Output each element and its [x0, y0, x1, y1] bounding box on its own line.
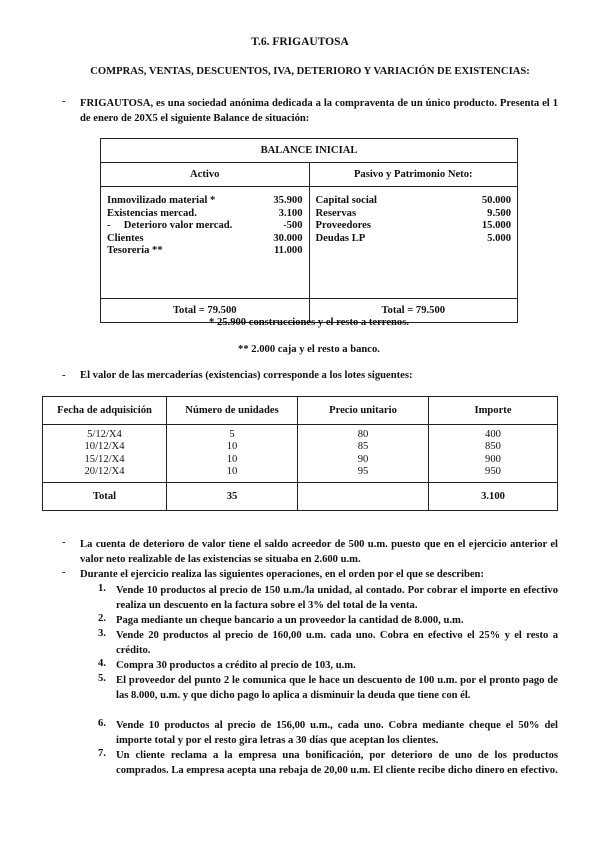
- operation-number: 6.: [98, 718, 106, 729]
- lot-cell: 5/12/X4: [87, 428, 122, 440]
- document-title: T.6. FRIGAUTOSA: [251, 36, 349, 48]
- lot-cell: 10: [226, 453, 238, 465]
- balance-line: [107, 220, 303, 233]
- col-header: Número de unidades: [167, 397, 298, 425]
- operation-text: El proveedor del punto 2 le comunica que le hace un descuento de 100 u.m. por el pronto pago de las 8.000, u.m. y que dicho pago lo aplica a disminuir la deuda que tiene con él.: [116, 675, 558, 701]
- lot-cell: 400: [485, 428, 501, 440]
- lot-cell: 10: [226, 466, 238, 477]
- operaciones-intro: Durante el ejercicio realiza las siguientes operaciones, en el orden por el que se describen:: [80, 569, 484, 580]
- operation-text: Vende 20 productos al precio de 160,00 u.m. cada uno. Cobra en efectivo el 25% y el resto a crédito.: [116, 630, 558, 656]
- balance-line: [107, 245, 303, 258]
- operation-number: 1.: [98, 583, 106, 594]
- line-value: 5.000: [487, 232, 511, 244]
- operation-item: [98, 673, 558, 703]
- bullet: -: [62, 96, 66, 107]
- operation-number: 2.: [98, 613, 106, 624]
- balance-line: [316, 208, 512, 221]
- operation-text: Compra 30 productos a crédito al precio de 103, u.m.: [116, 660, 356, 671]
- line-label: Clientes: [107, 232, 144, 244]
- balance-line: [107, 208, 303, 221]
- operation-number: 7.: [98, 748, 106, 759]
- total-activo: Total = 79.500: [101, 299, 310, 323]
- activo-list: [101, 187, 310, 299]
- operation-text: Un cliente reclama a la empresa una bonificación, por deterioro de uno de los productos comprados. La empresa acepta una rebaja de 20,00 u.m. El cliente recibe dicho dinero en efectivo.: [116, 750, 558, 776]
- footnote-2: ** 2.000 caja y el resto a banco.: [238, 344, 380, 355]
- line-label: Inmovilizado material *: [107, 195, 216, 206]
- balance-line: [316, 233, 512, 246]
- balance-title: BALANCE INICIAL: [101, 139, 518, 163]
- balance-line: [107, 195, 303, 208]
- col-header: Fecha de adquisición: [43, 397, 167, 425]
- lot-cell: 85: [357, 441, 369, 452]
- lot-cell: 950: [485, 466, 501, 477]
- lots-column: [167, 425, 298, 483]
- lots-intro: El valor de las mercaderías (existencias) corresponde a los lotes siguentes:: [80, 370, 413, 381]
- lot-cell: 10/12/X4: [84, 441, 125, 452]
- line-label: Deudas LP: [315, 232, 366, 244]
- total-cell: 35: [167, 483, 298, 511]
- operation-number: 3.: [98, 628, 106, 639]
- lots-column: [429, 425, 558, 483]
- operation-number: 5.: [98, 673, 106, 684]
- balance-line: [316, 220, 512, 233]
- line-label: Tesorería **: [107, 245, 163, 256]
- lot-cell: 20/12/X4: [84, 466, 125, 477]
- line-value: 3.100: [278, 207, 303, 219]
- line-value: 35.900: [273, 195, 303, 206]
- lot-cell: 80: [357, 428, 369, 440]
- activo-header: Activo: [101, 163, 310, 187]
- operation-item: [98, 658, 558, 673]
- footnote-1: * 25.900 construcciones y el resto a terrenos.: [209, 317, 409, 328]
- line-value: 11.000: [273, 245, 303, 256]
- line-value: 50.000: [481, 195, 511, 206]
- line-label: - Deterioro valor mercad.: [107, 220, 233, 231]
- balance-line: [316, 195, 512, 208]
- bullet: -: [62, 567, 66, 578]
- line-value: -500: [283, 220, 303, 231]
- intro-paragraph: FRIGAUTOSA, es una sociedad anónima dedicada a la compraventa de un único producto. Presenta el 1 de enero de 20X5 el siguiente Balance de situación:: [80, 98, 558, 124]
- section-subtitle: COMPRAS, VENTAS, DESCUENTOS, IVA, DETERIORO Y VARIACIÓN DE EXISTENCIAS:: [90, 66, 530, 77]
- deterioro-paragraph: La cuenta de deterioro de valor tiene el saldo acreedor de 500 u.m. puesto que en el ejercicio anterior el valor neto realizable de las existencias se situaba en 2.600 u.m.: [80, 539, 558, 565]
- line-value: 30.000: [273, 232, 303, 244]
- line-label: Capital social: [315, 195, 378, 206]
- lot-cell: 15/12/X4: [84, 453, 125, 465]
- operation-number: 4.: [98, 658, 106, 669]
- operation-text: Vende 10 productos al precio de 150 u.m./la unidad, al contado. Por cobrar el importe en efectivo realiza un descuento en la factura sobre el 3% del total de la venta.: [116, 585, 558, 611]
- lots-table: [42, 396, 558, 511]
- total-pasivo: Total = 79.500: [309, 299, 518, 323]
- line-label: Reservas: [315, 207, 357, 219]
- total-cell: Total: [43, 483, 167, 511]
- balance-table: [100, 138, 518, 323]
- operation-item: [98, 583, 558, 613]
- balance-line: [107, 233, 303, 246]
- pasivo-header: Pasivo y Patrimonio Neto:: [309, 163, 518, 187]
- line-value: 9.500: [487, 207, 511, 219]
- col-header: Precio unitario: [298, 397, 429, 425]
- total-cell: 3.100: [429, 483, 558, 511]
- line-label: Existencias mercad.: [107, 207, 197, 219]
- lot-cell: 95: [357, 466, 369, 477]
- lot-cell: 10: [226, 441, 238, 452]
- operation-item: [98, 718, 558, 748]
- lots-column: [43, 425, 167, 483]
- line-label: Proveedores: [315, 220, 372, 231]
- lot-cell: 900: [485, 453, 501, 465]
- lot-cell: 5: [229, 428, 235, 440]
- lots-column: [298, 425, 429, 483]
- operation-item: [98, 748, 558, 778]
- bullet: -: [62, 537, 66, 548]
- lot-cell: 850: [485, 441, 501, 452]
- col-header: Importe: [429, 397, 558, 425]
- bullet: -: [62, 370, 66, 381]
- lot-cell: 90: [357, 453, 369, 465]
- operation-item: [98, 628, 558, 658]
- pasivo-list: [309, 187, 518, 299]
- operation-item: [98, 613, 558, 628]
- total-cell: [298, 483, 429, 511]
- line-value: 15.000: [481, 220, 511, 231]
- operation-text: Vende 10 productos al precio de 156,00 u.m., cada uno. Cobra mediante cheque el 50% del importe total y por el resto gira letras a 30 días que aceptan los clientes.: [116, 720, 558, 746]
- operation-text: Paga mediante un cheque bancario a un proveedor la cantidad de 8.000, u.m.: [116, 615, 464, 626]
